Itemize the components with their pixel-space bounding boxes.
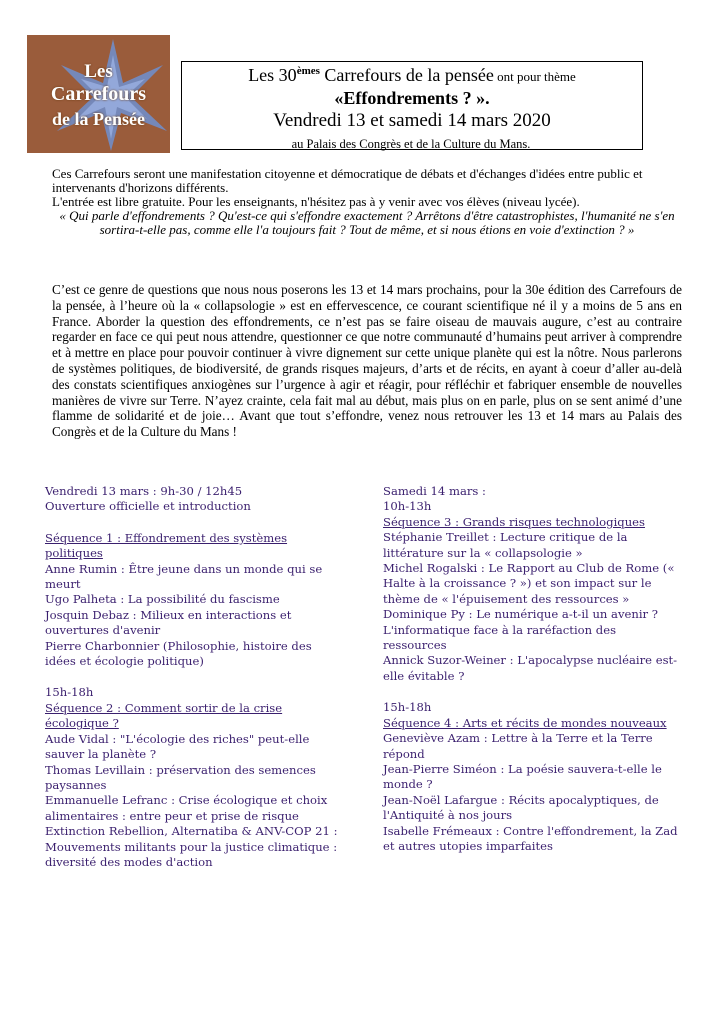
main-paragraph: C’est ce genre de questions que nous nous poserons les 13 et 14 mars prochains, pour la 30e édition des Carrefours de la pensée, à l’heure où la « collapsologie » est en effervescence, ce courant scientifique né il y a moins de 5 ans en France. Aborder la question des effondrements, ce n’est pas se faire oiseau de mauvais augure, c’est au contraire regarder en face ce qui peut nous attendre, questionner ce que notre communauté d’humains peut arriver à comprendre et à mettre en place pour pouvoir continuer à vivre dignement sur cette unique planète qui est la nôtre. Nous parlerons de systèmes politiques, de biodiversité, de grands risques majeurs, d’arts et de récits, en ayant à coeur d’aller au-delà des constats scientifiques anxiogènes sur l’urgence à agir et réagir, pour réfléchir et fabriquer ensemble de nouvelles manières de vivre sur Terre. N’ayez crainte, cela fait mal au début, mais plus on en parle, plus on se sent animé d’une flamme de solidarité et de joie… Avant que tout s’effondre, venez nous retrouver les 13 et 14 mars au Palais des Congrès et de la Culture du Mans ! [52, 282, 682, 440]
saturday-program [383, 484, 683, 854]
friday-program [45, 484, 345, 870]
sequence-1-title: Séquence 1 : Effondrement des systèmes politiques [45, 530, 288, 561]
event-dates: Vendredi 13 et samedi 14 mars 2020 [273, 110, 551, 131]
sequence-3-title: Séquence 3 : Grands risques technologiques [383, 514, 645, 529]
saturday-day: Samedi 14 mars : [383, 484, 486, 498]
intro-quote: « Qui parle d'effondrements ? Qu'est-ce qui s'effondre exactement ? Arrêtons d'être catastrophistes, l'humanité ne s'en sortira-t-elle pas, comme elle l'a toujours fait ? Tout de même, et si nous étions en voie d'extinction ? » [59, 208, 675, 237]
list-item: Dominique Py : Le numérique a-t-il un avenir ? L'informatique face à la raréfaction des ressources [383, 607, 659, 653]
logo-line-1: Les [84, 61, 113, 82]
list-item: Aude Vidal : "L'écologie des riches" peut-elle sauver la planète ? [45, 731, 310, 762]
list-item: Jean-Pierre Siméon : La poésie sauvera-t-elle le monde ? [383, 761, 662, 792]
list-item: Ugo Palheta : La possibilité du fascisme [45, 592, 280, 607]
event-venue: au Palais des Congrès et de la Culture du Mans. [291, 137, 531, 151]
list-item: Jean-Noël Lafargue : Récits apocalyptiques, de l'Antiquité à nos jours [383, 792, 659, 823]
page-title: Les 30èmes Carrefours de la pensée ont pour thème [248, 65, 576, 85]
list-item: Emmanuelle Lefranc : Crise écologique et choix alimentaires : entre peur et prise de risque [45, 793, 328, 823]
list-item: Josquin Debaz : Milieux en interactions et ouvertures d'avenir [45, 607, 292, 638]
list-item: Isabelle Frémeaux : Contre l'effondrement, la Zad et autres utopies imparfaites [383, 823, 678, 853]
saturday-afternoon-time: 15h-18h [383, 700, 432, 715]
saturday-time: 10h-13h [383, 499, 432, 514]
list-item: Geneviève Azam : Lettre à la Terre et la Terre répond [383, 731, 653, 761]
friday-time: Vendredi 13 mars : 9h-30 / 12h45 [45, 484, 243, 498]
list-item: Thomas Levillain : préservation des semences paysannes [45, 762, 316, 792]
list-item: Michel Rogalski : Le Rapport au Club de Rome (« Halte à la croissance ? ») et son impact sur le thème de « l'épuisement des ressources » [383, 561, 675, 606]
logo-line-3: de la Pensée [52, 109, 145, 129]
friday-afternoon-time: 15h-18h [45, 685, 94, 700]
entry-info: L'entrée est libre gratuite. Pour les enseignants, n'hésitez pas à y venir avec vos élèves (niveau lycée). [52, 194, 580, 209]
sequence-4-title: Séquence 4 : Arts et récits de mondes nouveaux [383, 715, 667, 730]
list-item: Stéphanie Treillet : Lecture critique de la littérature sur la « collapsologie » [383, 530, 628, 560]
list-item: Extinction Rebellion, Alternatiba & ANV-COP 21 : Mouvements militants pour la justice climatique : diversité des modes d'action [45, 824, 338, 869]
intro-paragraph: Ces Carrefours seront une manifestation citoyenne et démocratique de débats et d'échanges d'idées entre public et intervenants d'horizons différents. [52, 166, 643, 195]
list-item: Anne Rumin : Être jeune dans un monde qui se meurt [45, 561, 323, 592]
logo-line-2: Carrefours [50, 83, 147, 105]
list-item: Annick Suzor-Weiner : L'apocalypse nucléaire est-elle évitable ? [383, 653, 678, 683]
theme-title: «Effondrements ? ». [334, 88, 490, 108]
carrefours-logo [27, 35, 170, 153]
sequence-2-title: Séquence 2 : Comment sortir de la crise écologique ? [45, 700, 283, 731]
list-item: Pierre Charbonnier (Philosophie, histoire des idées et écologie politique) [45, 638, 312, 669]
friday-opening: Ouverture officielle et introduction [45, 499, 251, 514]
intro-section [52, 167, 682, 237]
